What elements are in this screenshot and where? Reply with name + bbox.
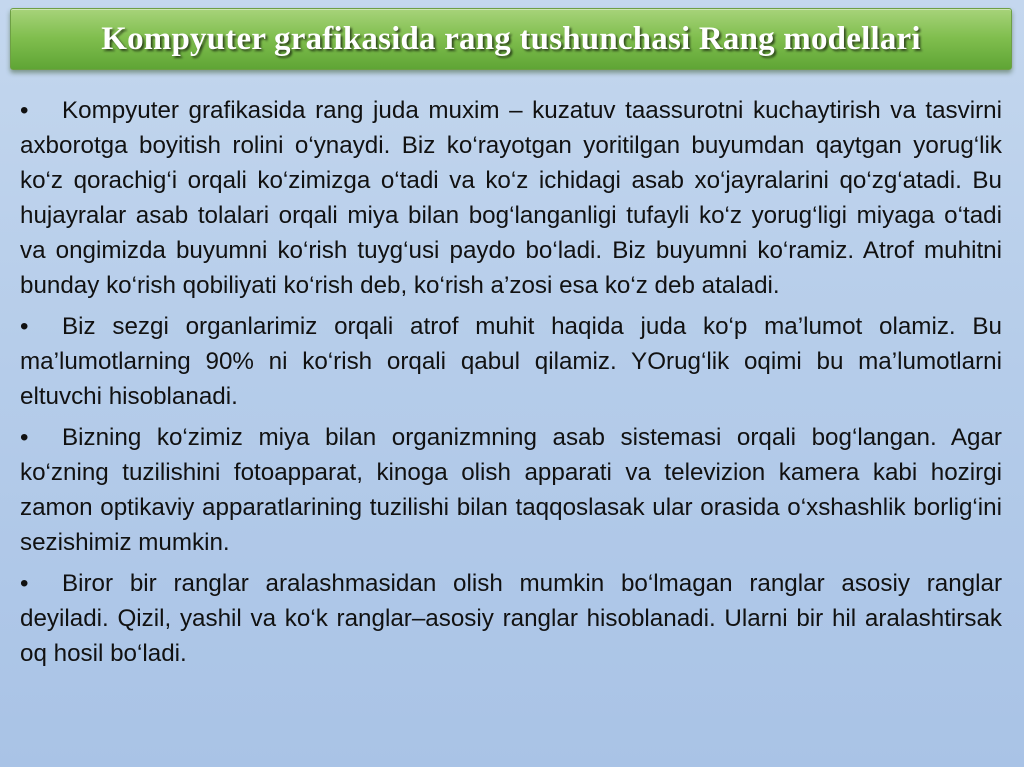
paragraph-text: Biror bir ranglar aralashmasidan olish mumkin bo‘lmagan ranglar asosiy ranglar deyiladi. Qizil, yashil va ko‘k ranglar–asosiy ranglar hisoblanadi. Ularni bir hil aralashtirsak oq hosil bo‘ladi. <box>20 570 1002 667</box>
slide-title: Kompyuter grafikasida rang tushunchasi Rang modellari <box>101 20 921 57</box>
slide-content <box>20 93 1002 677</box>
paragraph-text: Bizning ko‘zimiz miya bilan organizmning asab sistemasi orqali bog‘langan. Agar ko‘zning tuzilishini fotoapparat, kinoga olish apparati va televizion kamera kabi hozirgi zamon optikaviy apparatlarining tuzilishi bilan taqqoslasak ular orasida o‘xshashlik borlig‘ini sezishimiz mumkin. <box>20 424 1002 556</box>
paragraph-text: Kompyuter grafikasida rang juda muxim – kuzatuv taassurotni kuchaytirish va tasvirni axborotga boyitish rolini o‘ynaydi. Biz ko‘rayotgan yoritilgan buyumdan qaytgan yorug‘lik ko‘z qorachig‘i orqali ko‘zimizga o‘tadi va ko‘z ichidagi asab xo‘jayralarini qo‘zg‘atadi. Bu hujayralar asab tolalari orqali miya bilan bog‘langanligi tufayli ko‘z yorug‘ligi miyaga o‘tadi va ongimizda buyumni ko‘rish tuyg‘usi paydo bo‘ladi. Biz buyumni ko‘ramiz. Atrof muhitni bunday ko‘rish qobiliyati ko‘rish deb, ko‘rish a’zosi esa ko‘z deb ataladi. <box>20 97 1002 299</box>
bullet-icon: • <box>20 313 29 340</box>
title-bar <box>10 8 1012 70</box>
bullet-paragraph <box>20 309 1002 414</box>
bullet-icon: • <box>20 570 29 597</box>
paragraph-text: Biz sezgi organlarimiz orqali atrof muhit haqida juda ko‘p ma’lumot olamiz. Bu ma’lumotlarning 90% ni ko‘rish orqali qabul qilamiz. YOrug‘lik oqimi bu ma’lumotlarni eltuvchi hisoblanadi. <box>20 313 1002 410</box>
bullet-paragraph <box>20 566 1002 671</box>
bullet-paragraph <box>20 420 1002 560</box>
bullet-paragraph <box>20 93 1002 303</box>
bullet-icon: • <box>20 97 29 124</box>
bullet-icon: • <box>20 424 29 451</box>
